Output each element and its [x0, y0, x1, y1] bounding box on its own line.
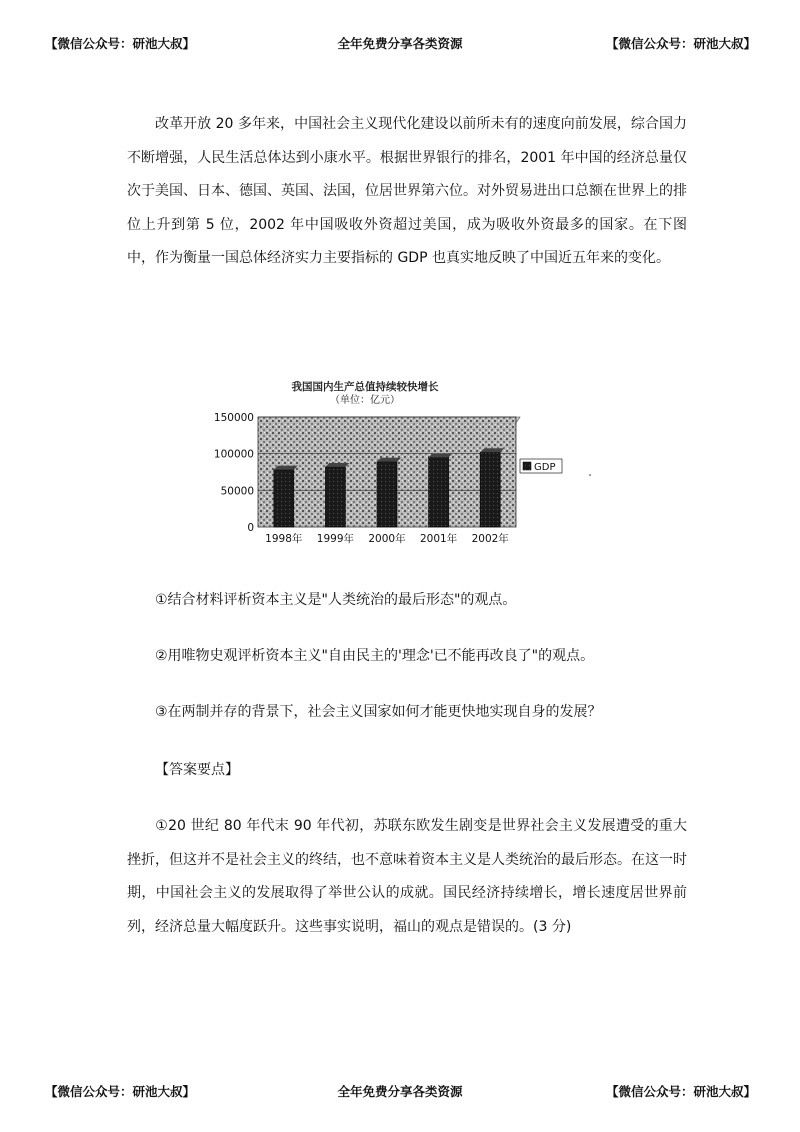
page-header — [0, 34, 800, 54]
chart-title: 我国国内生产总值持续较快增长 — [291, 381, 439, 393]
x-tick-label: 1999年 — [316, 533, 355, 545]
chart-legend — [520, 459, 562, 473]
question-1: ①结合材料评析资本主义是"人类统治的最后形态"的观点。 — [155, 592, 517, 608]
gdp-bar — [480, 452, 500, 527]
x-tick-label: 2000年 — [368, 533, 406, 545]
gdp-bar-top — [429, 453, 453, 457]
chart-svg — [200, 372, 620, 552]
header-right: 【微信公众号：研池大叔】 — [605, 36, 756, 51]
gdp-bar — [274, 470, 294, 527]
gdp-bar — [325, 467, 345, 527]
gdp-bar — [377, 462, 397, 527]
y-tick-label: 0 — [247, 522, 254, 534]
y-tick-label: 50000 — [220, 485, 254, 498]
y-tick-label: 100000 — [213, 448, 254, 461]
intro-paragraph — [127, 108, 687, 276]
legend-label: GDP — [534, 462, 556, 473]
answer-paragraph — [127, 810, 687, 944]
x-tick-label: 2002年 — [471, 533, 509, 545]
footer-center: 全年免费分享各类资源 — [337, 1084, 463, 1099]
gdp-bar — [429, 457, 449, 527]
footer-right: 【微信公众号：研池大叔】 — [605, 1084, 756, 1099]
gdp-chart — [200, 372, 620, 552]
question-2: ②用唯物史观评析资本主义"自由民主的'理念'已不能再改良了"的观点。 — [155, 648, 595, 664]
y-tick-label: 150000 — [213, 412, 254, 424]
intro-text: 改革开放 20 多年来，中国社会主义现代化建设以前所未有的速度向前发展，综合国力不断增强，人民生活总体达到小康水平。根据世界银行的排名，2001 年中国的经济总量仅次于美国、日本、德国、英国、法国，位居世界第六位。对外贸易进出口总额在世界上的排位上升到第 5 位，2002 年中国吸收外资超过美国，成为吸收外资最多的国家。在下图中，作为衡量一国总体经济实力主要指标的 GDP 也真实地反映了中国近五年来的变化。 — [127, 116, 687, 266]
footer-left: 【微信公众号：研池大叔】 — [45, 1084, 196, 1099]
question-3: ③在两制并存的背景下，社会主义国家如何才能更快地实现自身的发展？ — [155, 704, 602, 720]
chart-subtitle: （单位：亿元） — [330, 395, 400, 406]
page-footer — [0, 1082, 800, 1102]
x-tick-label: 2001年 — [419, 533, 458, 545]
answer-text: ①20 世纪 80 年代末 90 年代初，苏联东欧发生剧变是世界社会主义发展遭受的重大挫折，但这并不是社会主义的终结，也不意味着资本主义是人类统治的最后形态。在这一时期，中国社会主义的发展取得了举世公认的成就。国民经济持续增长，增长速度居世界前列，经济总量大幅度跃升。这些事实说明，福山的观点是错误的。(3 分) — [127, 818, 687, 935]
header-left: 【微信公众号：研池大叔】 — [45, 36, 196, 51]
header-center: 全年免费分享各类资源 — [337, 36, 463, 51]
gdp-bar-top — [274, 466, 298, 470]
legend-swatch — [523, 462, 531, 470]
gdp-bar-top — [325, 463, 349, 467]
answer-heading: 【答案要点】 — [155, 762, 239, 778]
gdp-bar-top — [480, 448, 504, 452]
x-tick-label: 1998年 — [265, 533, 303, 545]
gdp-bar-top — [377, 458, 401, 462]
